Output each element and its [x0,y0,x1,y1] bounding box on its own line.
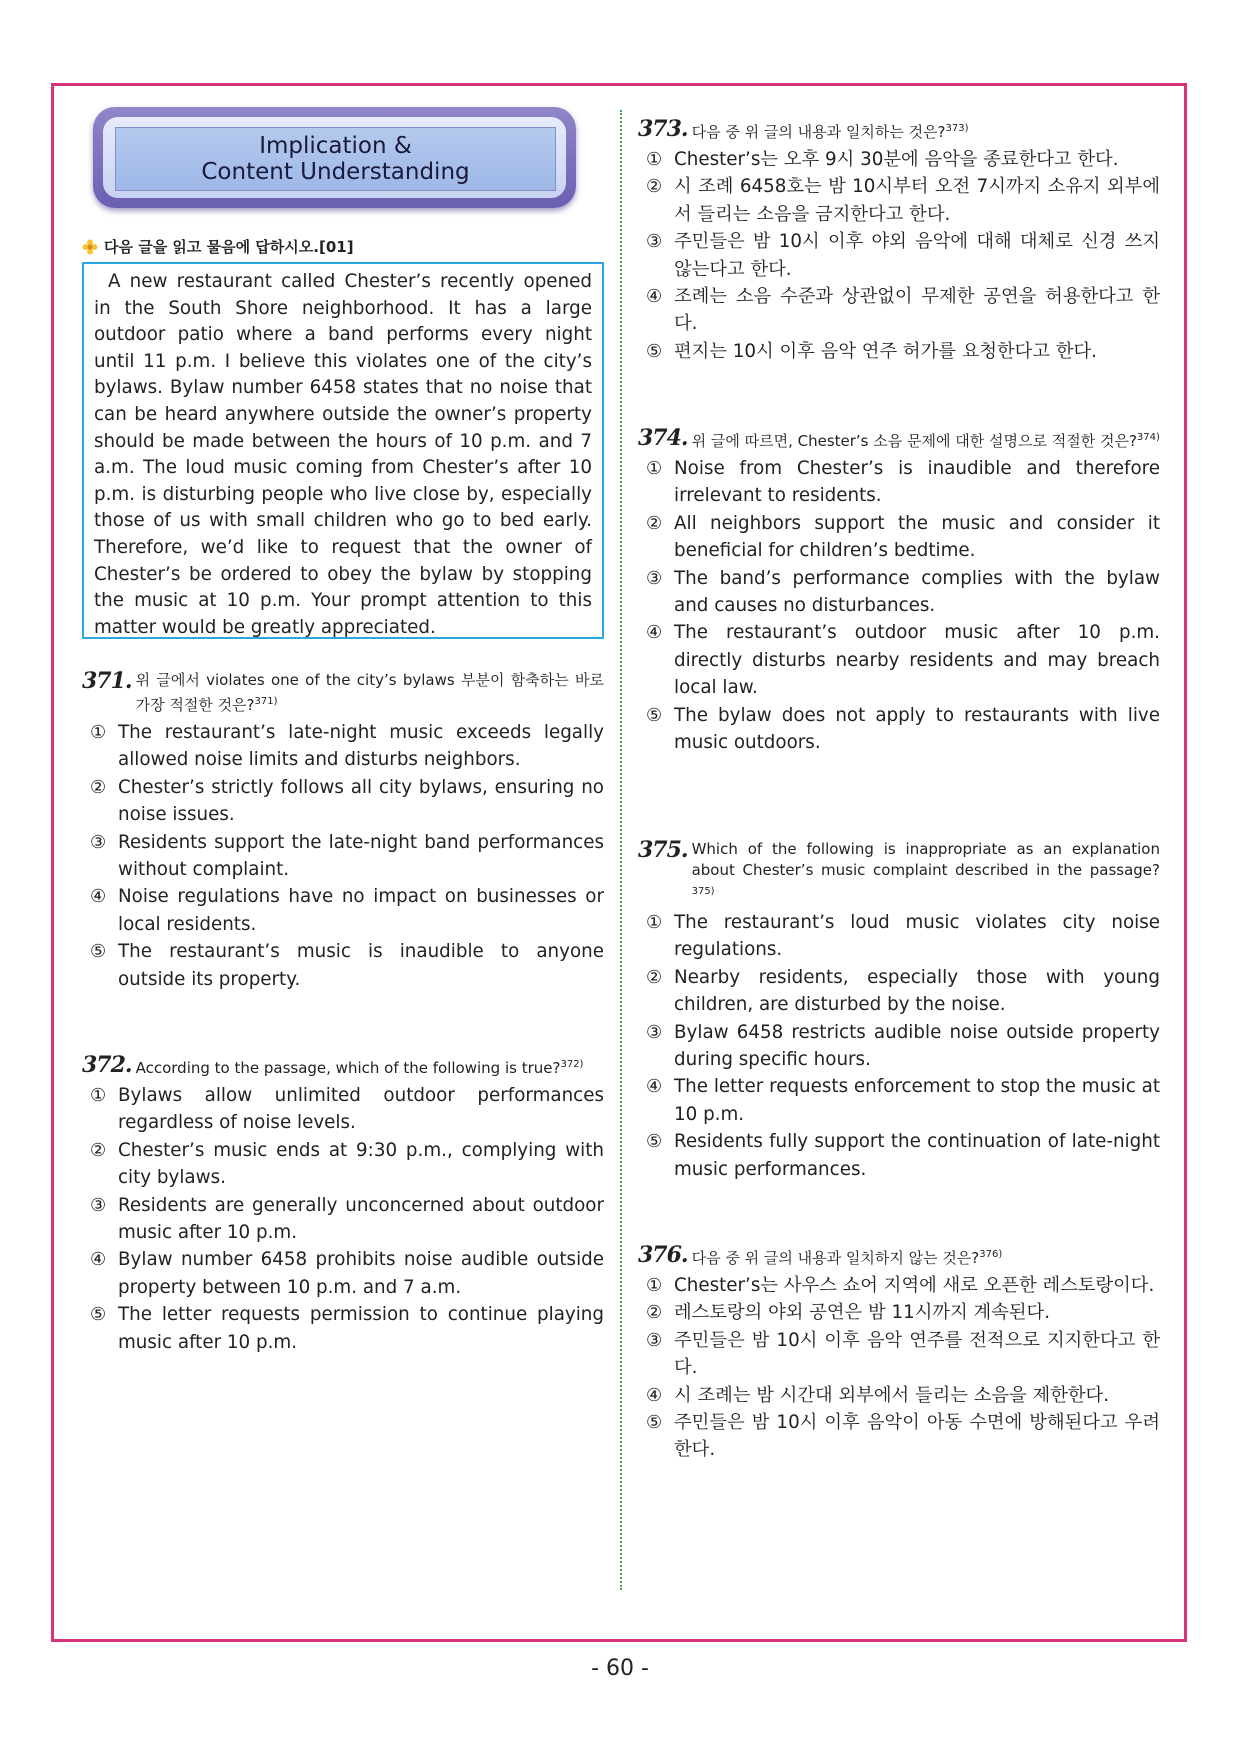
answer-option[interactable]: ① Noise from Chester’s is inaudible and therefore irrelevant to residents. [646,458,1160,507]
answer-option[interactable]: ③ 주민들은 밤 10시 이후 음악 연주를 전적으로 지지한다고 한다. [646,1329,1160,1379]
answer-option[interactable]: ② 레스토랑의 야외 공연은 밤 11시까지 계속된다. [646,1302,1051,1324]
question-372 [82,1054,604,1356]
question-number: 372. [82,1052,132,1078]
page-number: - 60 - [591,1656,649,1681]
answer-option[interactable]: ① The restaurant’s late-night music exceeds legally allowed noise limits and disturbs neighbors. [90,722,604,771]
question-stem: Which of the following is inappropriate as an explanation about Chester’s music complaint described in the passage? [691,840,1160,879]
answer-option[interactable]: ⑤ Residents fully support the continuation of late-night music performances. [646,1131,1160,1180]
instruction-text: 다음 글을 읽고 물음에 답하시오.[01] [104,238,354,256]
answer-option[interactable]: ② All neighbors support the music and consider it beneficial for children’s bedtime. [646,512,1160,562]
answer-option[interactable]: ③ Bylaw 6458 restricts audible noise outside property during specific hours. [646,1021,1160,1071]
question-ref: 372) [560,1059,584,1070]
question-stem: According to the passage, which of the following is true? [135,1059,561,1077]
badge-title-line2: Content Understanding [201,159,470,185]
answer-option[interactable]: ④ Bylaw number 6458 prohibits noise audible outside property between 10 p.m. and 7 a.m. [90,1249,604,1298]
answer-option[interactable]: ③ The band’s performance complies with the bylaw and causes no disturbances. [646,567,1160,617]
reading-passage: A new restaurant called Chester’s recently opened in the South Shore neighborhood. It has a large outdoor patio where a band performs every night until 11 p.m. I believe this violates one of the city’s bylaws. Bylaw number 6458 states that no noise that can be heard anywhere outside the owner’s property should be made between the hours of 10 p.m. and 7 a.m. The loud music coming from Chester’s after 10 p.m. is disturbing people who live close by, especially those of us with small children who go to bed early. Therefore, we’d like to request that the owner of Chester’s be ordered to obey the bylaw by stopping the music at 10 p.m. Your prompt attention to this matter would be greatly appreciated. [82,262,604,639]
answer-option[interactable]: ④ The restaurant’s outdoor music after 10 p.m. directly disturbs nearby residents and may breach local law. [646,622,1160,699]
flower-icon [82,239,98,255]
answer-option[interactable]: ④ 조례는 소음 수준과 상관없이 무제한 공연을 허용한다고 한다. [646,286,1160,335]
question-375 [638,839,1160,1183]
question-371 [82,670,604,993]
answer-option[interactable]: ⑤ 주민들은 밤 10시 이후 음악이 아동 수면에 방해된다고 우려한다. [646,1412,1160,1461]
question-stem: 다음 중 위 글의 내용과 일치하지 않는 것은? [691,1249,980,1267]
question-373 [638,118,1160,365]
answer-option[interactable]: ③ Residents support the late-night band performances without complaint. [90,831,604,881]
answer-option[interactable]: ② Chester’s strictly follows all city bylaws, ensuring no noise issues. [90,776,604,826]
answer-option[interactable]: ① The restaurant’s loud music violates city noise regulations. [646,912,1160,961]
question-ref: 375) [691,886,715,897]
question-376 [638,1244,1160,1464]
question-ref: 371) [254,696,278,707]
question-number: 371. [82,668,132,694]
badge-title-line1: Implication & [259,133,412,159]
column-divider [620,110,622,1590]
answer-option[interactable]: ③ Residents are generally unconcerned about outdoor music after 10 p.m. [90,1194,604,1244]
question-374 [638,427,1160,756]
question-number: 374. [638,425,688,451]
question-number: 373. [638,116,688,142]
answer-option[interactable]: ① Chester’s는 오후 9시 30분에 음악을 종료한다고 한다. [646,149,1119,170]
answer-option[interactable]: ④ 시 조례는 밤 시간대 외부에서 들리는 소음을 제한한다. [646,1384,1110,1406]
answer-option[interactable]: ② Nearby residents, especially those with young children, are disturbed by the noise. [646,966,1160,1016]
answer-option[interactable]: ⑤ The bylaw does not apply to restaurants with live music outdoors. [646,704,1160,754]
question-ref: 373) [945,123,969,134]
section-badge [93,107,576,208]
question-stem: 위 글에서 violates one of the city’s bylaws 부분이 함축하는 바로 가장 적절한 것은? [135,671,604,714]
answer-option[interactable]: ② Chester’s music ends at 9:30 p.m., complying with city bylaws. [90,1139,604,1189]
question-number: 375. [638,837,688,863]
question-stem: 다음 중 위 글의 내용과 일치하는 것은? [691,123,946,141]
question-stem: 위 글에 따르면, Chester’s 소음 문제에 대한 설명으로 적절한 것은? [691,432,1137,450]
answer-option[interactable]: ② 시 조례 6458호는 밤 10시부터 오전 7시까지 소유지 외부에서 들리는 소음을 금지한다고 한다. [646,176,1160,225]
answer-option[interactable]: ① Chester’s는 사우스 쇼어 지역에 새로 오픈한 레스토랑이다. [646,1275,1155,1296]
answer-option[interactable]: ③ 주민들은 밤 10시 이후 야외 음악에 대해 대체로 신경 쓰지 않는다고 한다. [646,231,1160,280]
question-ref: 376) [979,1249,1003,1260]
answer-option[interactable]: ⑤ The letter requests permission to continue playing music after 10 p.m. [90,1304,604,1353]
answer-option[interactable]: ④ The letter requests enforcement to stop the music at 10 p.m. [646,1076,1160,1125]
answer-option[interactable]: ④ Noise regulations have no impact on businesses or local residents. [90,886,604,935]
instruction [82,236,354,257]
answer-option[interactable]: ⑤ 편지는 10시 이후 음악 연주 허가를 요청한다고 한다. [646,340,1097,362]
answer-option[interactable]: ⑤ The restaurant’s music is inaudible to anyone outside its property. [90,941,604,990]
question-number: 376. [638,1242,688,1268]
answer-option[interactable]: ① Bylaws allow unlimited outdoor performances regardless of noise levels. [90,1085,604,1134]
question-ref: 374) [1136,432,1160,443]
